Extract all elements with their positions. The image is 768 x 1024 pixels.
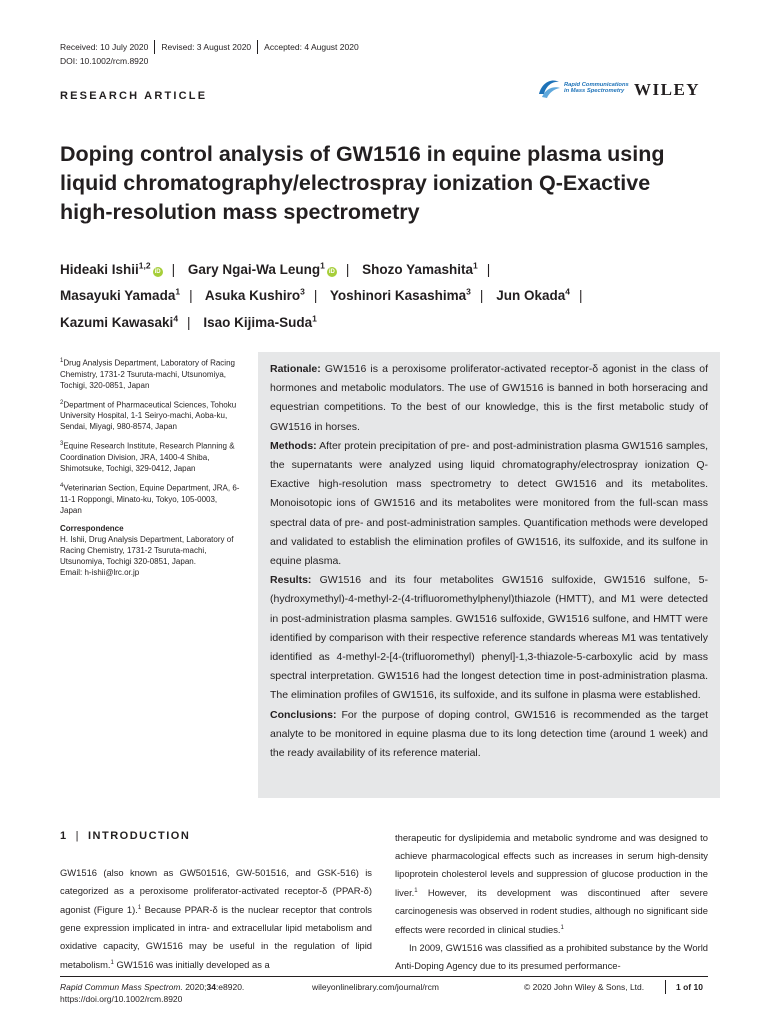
abstract-results xyxy=(270,571,708,705)
received-date: Received: 10 July 2020 xyxy=(60,42,149,52)
affiliation-sup: 3 xyxy=(60,441,64,448)
body-text: therapeutic for dyslipidemia and metabolic syndrome and was designed to achieve pharmacological effects such as increases in serum high-density lipoprotein cholesterol levels and suppression of glucose production in the liver. xyxy=(395,832,708,898)
affiliation xyxy=(60,439,240,474)
author-name: Gary Ngai-Wa Leung xyxy=(187,261,321,277)
citation-link[interactable]: 1 xyxy=(110,959,114,966)
journal-swirl-icon xyxy=(536,76,562,100)
revised-date: Revised: 3 August 2020 xyxy=(161,42,252,52)
article-dates xyxy=(60,40,365,54)
correspondence-text: H. Ishii, Drug Analysis Department, Laboratory of Racing Chemistry, 1731-2 Tsuruta-machi, Utsunomiya, Tochigi 320-0851, Japan. xyxy=(60,534,234,566)
footer-journal-url[interactable]: wileyonlinelibrary.com/journal/rcm xyxy=(312,982,439,992)
affiliations xyxy=(60,356,240,578)
footer-journal-name: Rapid Commun Mass Spectrom. xyxy=(60,982,183,992)
abstract-label: Conclusions: xyxy=(270,708,337,721)
author-affil-sup: 1 xyxy=(312,313,317,323)
affiliation xyxy=(60,481,240,516)
footer-separator xyxy=(665,980,666,994)
affiliation-text: Department of Pharmaceutical Sciences, Tohoku University Hospital, 1-1 Seiryo-machi, Aoba-ku, Sendai, Miyagi, 980-8574, Japan xyxy=(60,400,237,432)
journal-logo-text: Rapid Communications in Mass Spectrometry xyxy=(564,81,629,94)
author-affil-sup: 1 xyxy=(472,260,478,270)
affiliation-text: Veterinarian Section, Equine Department, JRA, 6-11-1 Roppongi, Minato-ku, Tokyo, 105-0003, Japan xyxy=(60,483,240,515)
correspondence-email[interactable]: Email: h-ishii@lrc.or.jp xyxy=(60,567,140,577)
abstract-text: GW1516 and its four metabolites GW1516 sulfoxide, GW1516 sulfone, 5-(hydroxymethyl)-4-methyl-2-(4-trifluoromethylphenyl)thiazole (HMTT), and M1 were detected in post-administration plasma samples. GW1516 sulfoxide, GW1516 sulfone, and HMTT were identified by comparison with their respective reference standards whereas M1 was tentatively identified as 4-methyl-2-[4-(trifluoromethyl) phenyl]-1,3-thiazole-5-carboxylic acid by mass spectral interpretation. GW1516 had the longest detection time in post-administration plasma. The elimination profiles of GW1516, its sulfoxide, and its sulfone in plasma were established. xyxy=(270,574,708,702)
intro-paragraph: In 2009, GW1516 was classified as a prohibited substance by the World Anti-Doping Agency due to its presumed performance- xyxy=(395,941,708,971)
intro-paragraph xyxy=(395,829,708,939)
accepted-date: Accepted: 4 August 2020 xyxy=(264,42,359,52)
intro-right-column xyxy=(395,829,708,975)
author-name: Shozo Yamashita xyxy=(362,261,473,277)
abstract-label: Results: xyxy=(270,574,312,587)
author-separator: | xyxy=(313,288,318,303)
footer-copyright: © 2020 John Wiley & Sons, Ltd. xyxy=(524,982,645,992)
footer-citation xyxy=(60,982,244,992)
orcid-icon[interactable]: iD xyxy=(328,268,335,275)
intro-paragraph xyxy=(60,864,372,974)
correspondence-label: Correspondence xyxy=(60,523,124,533)
abstract-label: Methods: xyxy=(270,439,317,452)
abstract-text: For the purpose of doping control, GW1516 is recommended as the target analyte to be monitored in equine plasma due to its long detection time (around 1 week) and the ready availability of its reference material. xyxy=(270,708,708,760)
author-affil-sup: 3 xyxy=(300,286,305,297)
author[interactable] xyxy=(203,315,317,330)
author-name: Asuka Kushiro xyxy=(204,288,301,303)
author-name: Hideaki Ishii xyxy=(60,261,139,277)
author[interactable] xyxy=(60,262,163,277)
author-name: Masayuki Yamada xyxy=(60,288,176,303)
affiliation xyxy=(60,356,240,391)
author[interactable] xyxy=(205,288,305,303)
author-separator: | xyxy=(171,261,176,277)
citation-link[interactable]: 1 xyxy=(137,904,142,911)
affiliation-sup: 2 xyxy=(60,399,64,406)
section-title: INTRODUCTION xyxy=(87,830,191,842)
section-heading-introduction xyxy=(60,830,190,842)
author[interactable] xyxy=(496,288,570,303)
abstract-rationale xyxy=(270,360,708,437)
author-name: Yoshinori Kasashima xyxy=(329,288,467,303)
page-number: 1 of 10 xyxy=(676,982,703,992)
affiliation-sup: 1 xyxy=(60,358,64,364)
author-separator: | xyxy=(187,314,191,330)
intro-left-column xyxy=(60,864,372,974)
affiliation-sup: 4 xyxy=(60,482,64,489)
affiliation-text: Drug Analysis Department, Laboratory of Racing Chemistry, 1731-2 Tsuruta-machi, Utsunomiya, Tochigi, 320-0851, Japan xyxy=(60,358,235,390)
heading-separator: | xyxy=(75,830,80,842)
author-list xyxy=(60,254,710,334)
journal-logo[interactable] xyxy=(536,76,630,100)
affiliation xyxy=(60,398,240,433)
footer-year: 2020; xyxy=(182,982,207,992)
orcid-icon[interactable]: iD xyxy=(154,268,161,275)
body-text: GW1516 (also known as GW501516, GW-501516, and GSK-516) is categorized as a peroxisome proliferator-activated receptor-δ (PPAR-δ) agonist (Figure 1). xyxy=(60,867,372,915)
abstract-label: Rationale: xyxy=(270,363,321,375)
article-type: RESEARCH ARTICLE xyxy=(60,90,208,102)
footer-volume: 34 xyxy=(206,982,216,992)
citation-link[interactable]: 1 xyxy=(560,924,564,931)
article-doi[interactable]: DOI: 10.1002/rcm.8920 xyxy=(60,56,149,66)
author[interactable] xyxy=(60,315,178,330)
author-affil-sup: 4 xyxy=(173,313,179,323)
body-text: GW1516 was initially developed as a xyxy=(113,958,270,970)
article-title: Doping control analysis of GW1516 in equine plasma using liquid chromatography/electrospray ionization Q-Exactive high-resolution mass spectrometry xyxy=(60,142,665,224)
publisher-logo[interactable]: WILEY xyxy=(634,80,701,99)
author-separator: | xyxy=(189,288,193,303)
author-separator: | xyxy=(345,261,350,277)
author-affil-sup: 1,2 xyxy=(138,260,151,270)
author-separator: | xyxy=(578,288,583,303)
footer-divider xyxy=(60,976,708,977)
author-name: Isao Kijima-Suda xyxy=(203,314,313,330)
abstract-text: After protein precipitation of pre- and post-administration plasma GW1516 samples, the supernatants were analyzed using liquid chromatography/electrospray ionization Q-Exactive high-resolution mass spectrometry to detect GW1516 and its metabolites. Monoisotopic ions of GW1516 and its metabolites were monitored from the full-scan mass spectral data of pre- and post-administration samples. Quantification methods were developed and validated to establish the elimination profiles of GW1516, its sulfoxide, and its sulfone in equine plasma. xyxy=(270,439,709,568)
abstract-methods xyxy=(270,437,708,571)
footer-doi-link[interactable]: https://doi.org/10.1002/rcm.8920 xyxy=(60,994,183,1004)
body-text: Because PPAR-δ is the nuclear receptor that controls gene expression implicated in intra- and extracellular lipid metabolism and oxidative capacity, GW1516 may be useful in the regulation of lipid metabolism. xyxy=(60,903,372,970)
footer-article-id: :e8920. xyxy=(215,982,245,992)
affiliation-text: Equine Research Institute, Research Planning & Coordination Division, JRA, 1400-4 Shiba, Shimotsuke, Tochigi, 329-0412, Japan xyxy=(60,441,235,473)
author-affil-sup: 1 xyxy=(320,260,325,270)
author[interactable] xyxy=(188,262,337,277)
author-separator: | xyxy=(479,288,484,303)
abstract-box xyxy=(258,352,720,798)
author-name: Jun Okada xyxy=(496,288,566,303)
author[interactable] xyxy=(330,288,471,303)
author-affil-sup: 4 xyxy=(565,286,570,297)
author-affil-sup: 3 xyxy=(466,286,471,297)
author[interactable] xyxy=(362,262,478,277)
author-affil-sup: 1 xyxy=(175,286,181,297)
author[interactable] xyxy=(60,288,180,303)
section-number: 1 xyxy=(60,830,68,842)
author-separator: | xyxy=(486,261,491,277)
author-name: Kazumi Kawasaki xyxy=(60,314,174,330)
abstract-conclusions xyxy=(270,706,708,764)
body-text: However, its development was discontinued after severe carcinogenesis was observed in rodent studies, although no significant side effects were recorded in clinical studies. xyxy=(395,886,708,935)
abstract-text: GW1516 is a peroxisome proliferator-activated receptor-δ agonist in the class of hormones and metabolic modulators. The use of GW1516 is banned in both horseracing and equestrian competitions. To the best of our knowledge, this is the first metabolic study of GW1516 in horses. xyxy=(270,363,709,433)
citation-link[interactable]: 1 xyxy=(414,887,418,894)
